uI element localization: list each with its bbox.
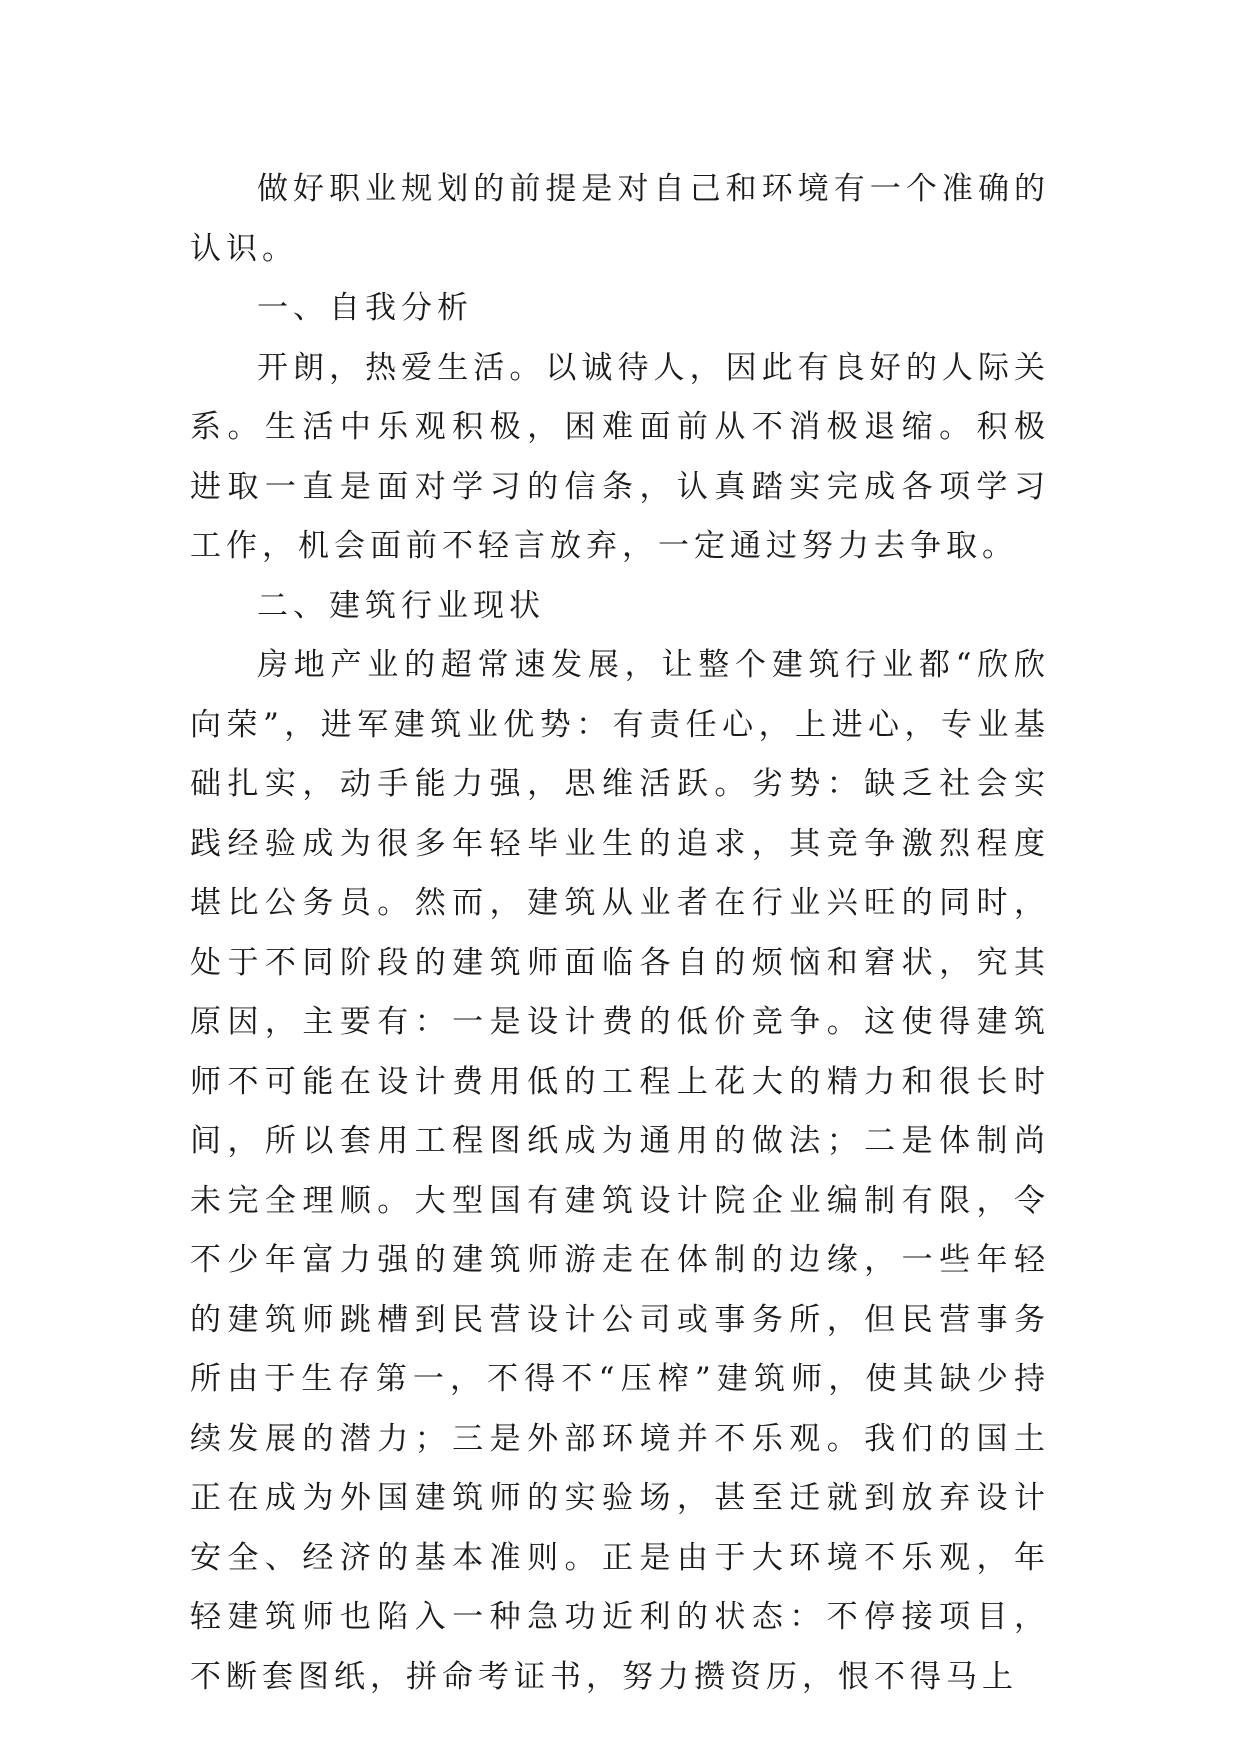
section-heading-industry-status: 二、建筑行业现状: [257, 587, 545, 624]
intro-paragraph: 做好职业规划的前提是对自己和环境有一个准确的认识。: [190, 171, 1050, 267]
self-analysis-paragraph: 开朗，热爱生活。以诚待人，因此有良好的人际关系。生活中乐观积极，困难面前从不消极退缩。积极进取一直是面对学习的信条，认真踏实完成各项学习工作，机会面前不轻言放弃，一定通过努力去争取。: [190, 349, 1050, 564]
document-body: [190, 160, 1050, 1707]
section-heading-self-analysis: 一、自我分析: [257, 290, 473, 326]
industry-status-paragraph: 房地产业的超常速发展，让整个建筑行业都“欣欣向荣”，进军建筑业优势：有责任心，上进心，专业基础扎实，动手能力强，思维活跃。劣势：缺乏社会实践经验成为很多年轻毕业生的追求，其竞争激烈程度堪比公务员。然而，建筑从业者在行业兴旺的同时，处于不同阶段的建筑师面临各自的烦恼和窘状，究其原因，主要有：一是设计费的低价竞争。这使得建筑师不可能在设计费用低的工程上花大的精力和很长时间，所以套用工程图纸成为通用的做法；二是体制尚未完全理顺。大型国有建筑设计院企业编制有限，令不少年富力强的建筑师游走在体制的边缘，一些年轻的建筑师跳槽到民营设计公司或事务所，但民营事务所由于生存第一，不得不“压榨”建筑师，使其缺少持续发展的潜力；三是外部环境并不乐观。我们的国土正在成为外国建筑师的实验场，甚至迁就到放弃设计安全、经济的基本准则。正是由于大环境不乐观，年轻建筑师也陷入一种急功近利的状态：不停接项目，不断套图纸，拼命考证书，努力攒资历，恨不得马上: [190, 647, 1050, 1695]
